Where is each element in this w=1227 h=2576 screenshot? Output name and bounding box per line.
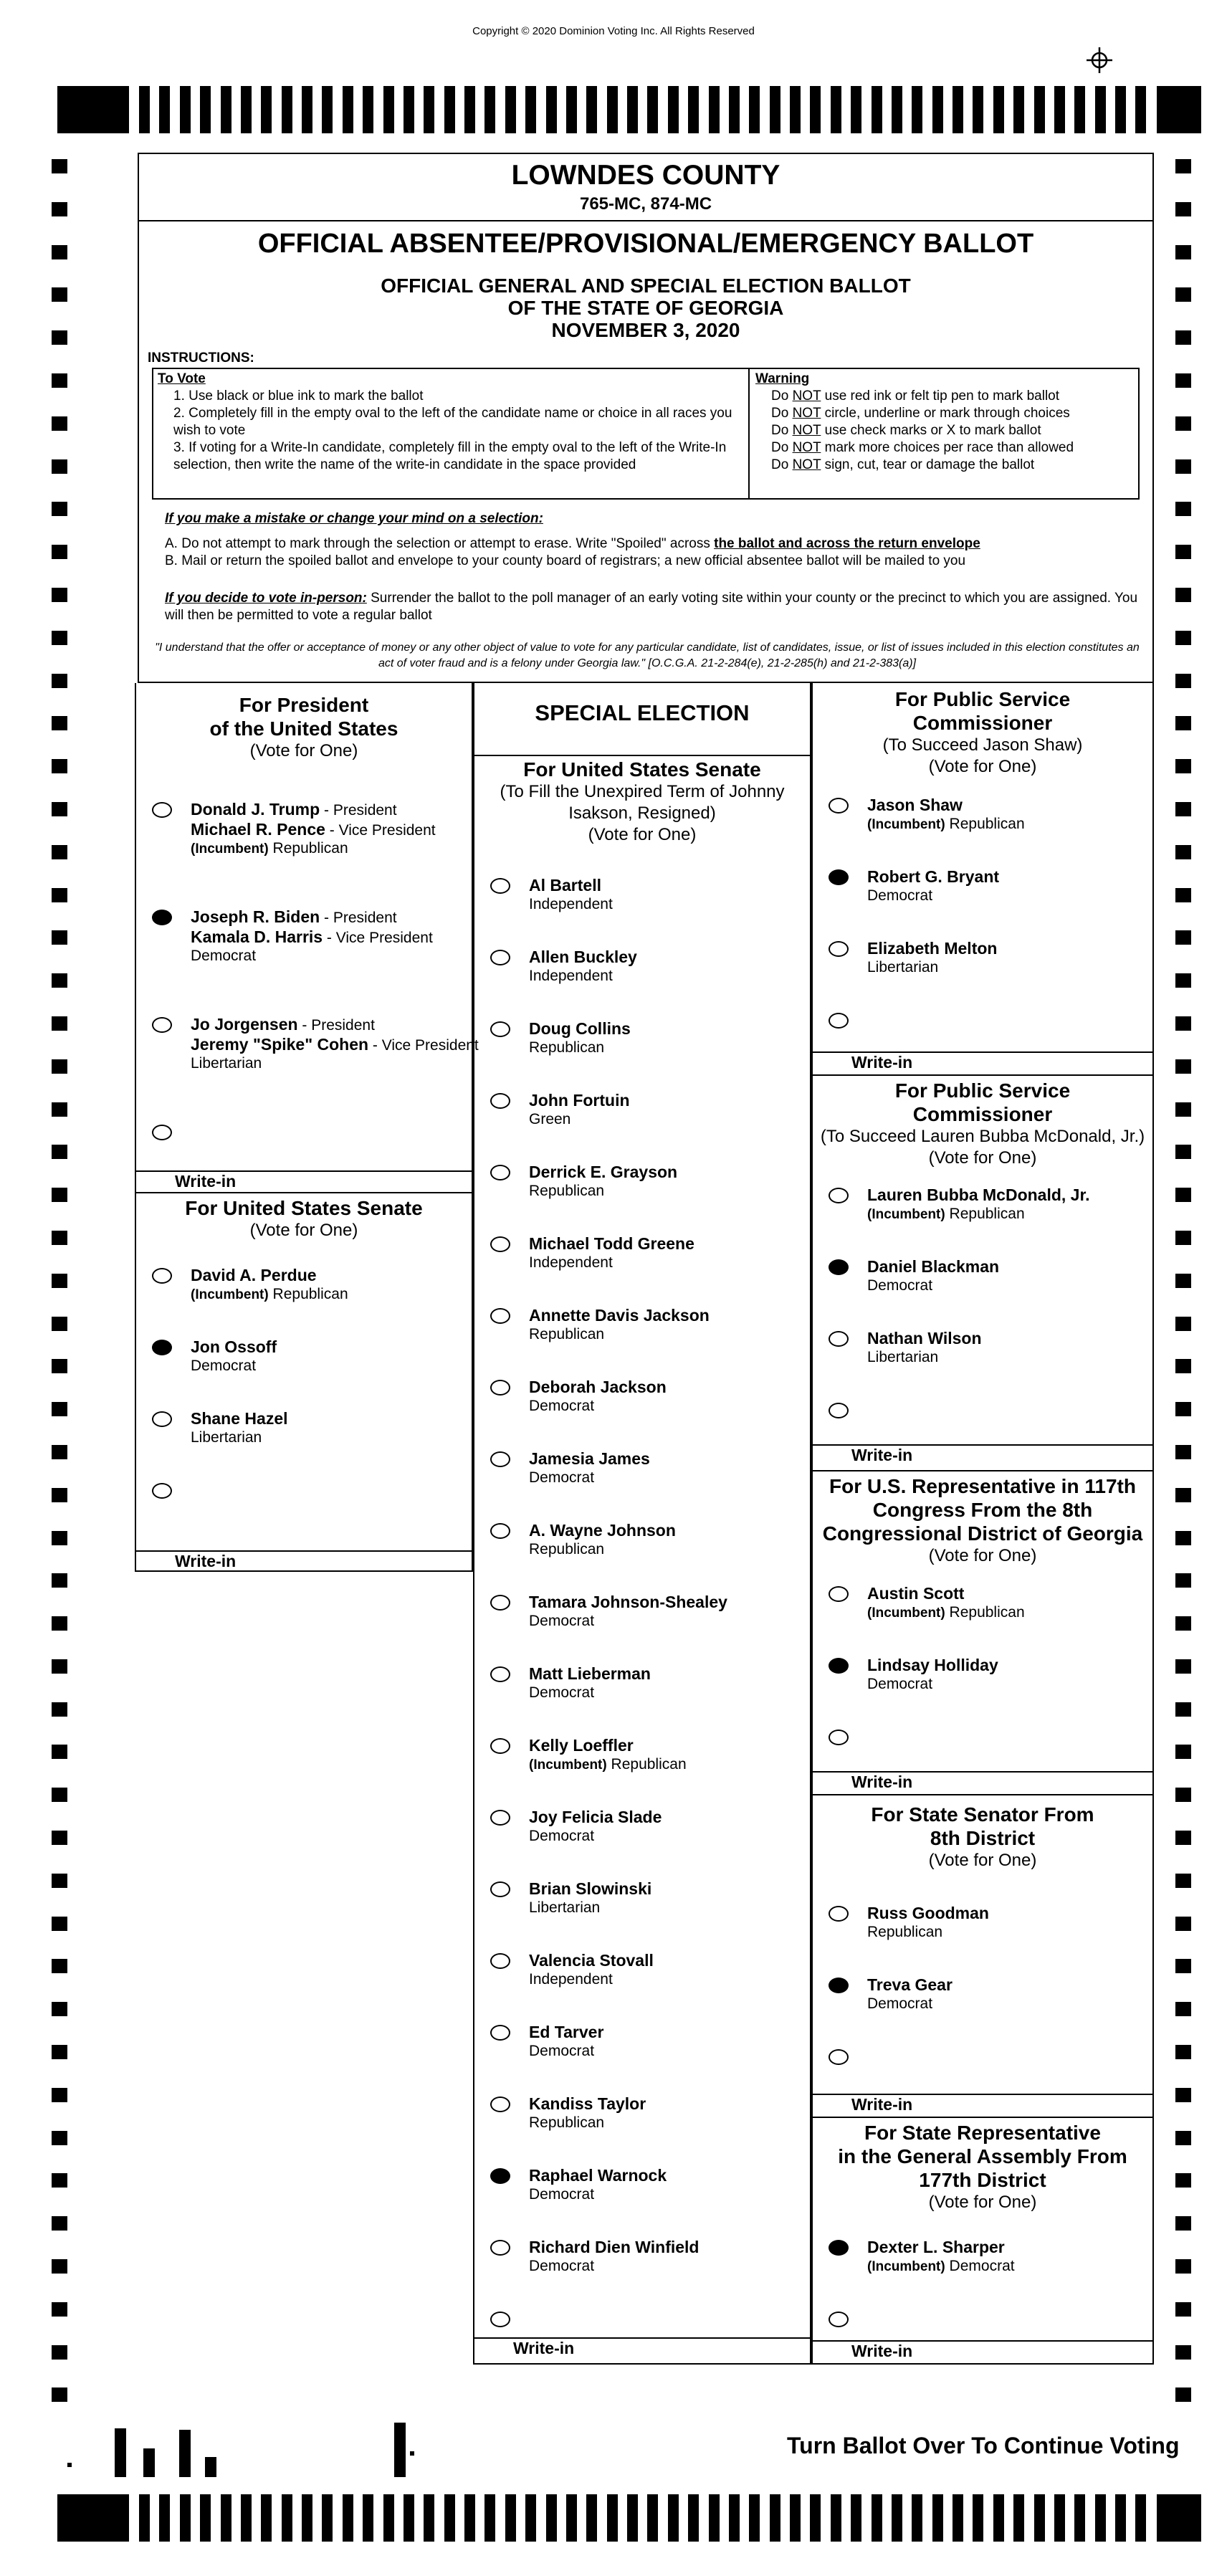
filled-oval[interactable] [829, 1259, 849, 1275]
candidate-party: Democrat [867, 1995, 933, 2012]
copyright-notice: Copyright © 2020 Dominion Voting Inc. All Rights Reserved [472, 25, 755, 37]
empty-oval[interactable] [829, 1403, 849, 1418]
empty-oval[interactable] [490, 1165, 510, 1180]
empty-oval[interactable] [490, 1881, 510, 1897]
race-us-representative [813, 1470, 1152, 1794]
filled-oval[interactable] [490, 2168, 510, 2184]
column-2-special-election [473, 683, 811, 2365]
candidate-party: Independent [529, 1254, 613, 1271]
top-timing-marks [57, 86, 1201, 133]
race-title: 8th District [930, 1827, 1036, 1849]
ballot-type-title: OFFICIAL ABSENTEE/PROVISIONAL/EMERGENCY BALLOT [257, 229, 1034, 259]
registration-crosshair-icon [1085, 46, 1114, 75]
candidate-name: Ed Tarver [529, 2023, 604, 2041]
county-name: LOWNDES COUNTY [511, 160, 780, 191]
candidate-party: Republican [529, 1541, 605, 1557]
race-title: For Public Service [894, 1079, 1071, 1102]
race-title: For President [239, 694, 369, 716]
candidate-name: Donald J. Trump - President [191, 800, 397, 819]
race-title: 177th District [919, 2169, 1046, 2191]
candidate-name: Brian Slowinski [529, 1879, 652, 1898]
warning-instructions: Warning Do NOT use red ink or felt tip pen to mark ballot Do NOT circle, underline or mark through choices Do NOT use check marks or X to mark ballot Do NOT mark more choices per race than allowed Do NOT sign, cut, tear or damage the ballot [755, 371, 1135, 474]
candidate-party: Republican [529, 1039, 605, 1056]
candidate-name: Joy Felicia Slade [529, 1808, 662, 1826]
race-title: Congressional District of Georgia [822, 1522, 1143, 1545]
voter-fraud-notice: "I understand that the offer or acceptance of money or any other object of value to vote for any particular candidate, list of candidates, issue, or list of issues included in this election constitutes an act of voter fraud and is a felony under Georgia law." [O.C.G.A. 21-2-284(e), 21-2-285(h) and 21-2-383(a)] [155, 641, 1140, 669]
write-in-label: Write-in [175, 1172, 237, 1191]
write-in-line[interactable] [813, 1771, 1152, 1791]
empty-oval[interactable] [829, 2312, 849, 2327]
vote-for: (Vote for One) [928, 2193, 1037, 2212]
candidate-name: Deborah Jackson [529, 1378, 667, 1396]
candidate-party: Libertarian [867, 1349, 939, 1365]
write-in-label: Write-in [851, 1773, 913, 1791]
empty-oval[interactable] [152, 1125, 172, 1140]
filled-oval[interactable] [829, 1978, 849, 1993]
candidate-name: Elizabeth Melton [867, 939, 998, 958]
write-in-label: Write-in [851, 2095, 913, 2114]
candidate-party: Democrat [867, 887, 933, 904]
election-title: OFFICIAL GENERAL AND SPECIAL ELECTION BALLOT OF THE STATE OF GEORGIA NOVEMBER 3, 2020 [381, 275, 911, 341]
candidate-name: A. Wayne Johnson [529, 1521, 676, 1540]
candidate-name: Raphael Warnock [529, 2166, 667, 2185]
empty-oval[interactable] [829, 1013, 849, 1029]
candidate-party: Democrat [529, 1469, 595, 1486]
candidate-party: Libertarian [191, 1055, 262, 1072]
candidate-name: Russ Goodman [867, 1904, 989, 1922]
candidate-name: Lauren Bubba McDonald, Jr. [867, 1186, 1090, 1204]
candidate-party: Republican [529, 2114, 605, 2131]
candidate-name: Jason Shaw [867, 796, 963, 814]
candidate-party: Democrat [529, 1613, 595, 1629]
candidate-party: Democrat [867, 1277, 933, 1294]
candidate-party: Green [529, 1111, 571, 1127]
vote-for: (Vote for One) [249, 1221, 358, 1240]
empty-oval[interactable] [152, 1411, 172, 1427]
candidate-name: Doug Collins [529, 1019, 631, 1038]
right-timing-marks [1175, 159, 1191, 2403]
bottom-timing-marks [57, 2494, 1201, 2542]
empty-oval[interactable] [152, 1268, 172, 1284]
write-in-line[interactable] [813, 2340, 1152, 2360]
candidate-party: (Incumbent) Republican [529, 1756, 687, 1773]
candidate-name: Shane Hazel [191, 1409, 288, 1428]
candidate-party: (Incumbent) Republican [191, 840, 348, 857]
empty-oval[interactable] [829, 798, 849, 814]
candidate-party: Independent [529, 968, 613, 984]
instructions-box [152, 368, 1140, 500]
candidate-name: John Fortuin [529, 1091, 630, 1110]
write-in-line[interactable] [813, 1051, 1152, 1072]
empty-oval[interactable] [490, 1380, 510, 1396]
vote-for: (Vote for One) [588, 825, 697, 844]
candidate-name: Matt Lieberman [529, 1664, 651, 1683]
candidate-party: Democrat [529, 2258, 595, 2274]
empty-oval[interactable] [829, 1586, 849, 1602]
running-mate-name: Jeremy "Spike" Cohen - Vice President [191, 1035, 479, 1054]
warning-item: Do NOT use check marks or X to mark ballot [771, 423, 1041, 438]
mistake-heading: If you make a mistake or change your mind on a selection: [165, 511, 543, 526]
write-in-label: Write-in [851, 1053, 913, 1072]
candidate-name: David A. Perdue [191, 1266, 317, 1284]
write-in-line[interactable] [136, 1170, 472, 1191]
candidate-party: Libertarian [867, 959, 939, 975]
race-state-representative [813, 2117, 1152, 2365]
candidate-party: Democrat [529, 1398, 595, 1414]
candidate-name: Derrick E. Grayson [529, 1163, 678, 1181]
empty-oval[interactable] [490, 2312, 510, 2327]
race-title: Congress From the 8th [872, 1499, 1093, 1521]
race-title: of the United States [209, 717, 398, 740]
write-in-label: Write-in [175, 1552, 237, 1570]
candidate-party: Republican [529, 1326, 605, 1342]
race-title: Commissioner [912, 1103, 1053, 1125]
candidate-name: Jamesia James [529, 1449, 650, 1468]
candidate-name: Annette Davis Jackson [529, 1306, 710, 1325]
candidate-name: Michael Todd Greene [529, 1234, 694, 1253]
race-title: For Public Service [894, 688, 1071, 710]
candidate-party: Libertarian [529, 1899, 601, 1916]
race-title: For State Senator From [871, 1803, 1094, 1826]
candidate-name: Valencia Stovall [529, 1951, 654, 1970]
empty-oval[interactable] [490, 1595, 510, 1611]
race-title: For United States Senate [523, 758, 761, 781]
write-in-line[interactable] [813, 2094, 1152, 2114]
candidate-name: Daniel Blackman [867, 1257, 1000, 1276]
empty-oval[interactable] [829, 1906, 849, 1922]
candidate-name: Kelly Loeffler [529, 1736, 634, 1755]
filled-oval[interactable] [152, 910, 172, 925]
write-in-line[interactable] [136, 1550, 472, 1570]
bottom-id-marks [66, 2423, 439, 2480]
empty-oval[interactable] [152, 1017, 172, 1033]
empty-oval[interactable] [829, 941, 849, 957]
candidate-party: (Incumbent) Republican [867, 1604, 1025, 1621]
race-psc-mcdonald: For Public Service Commissioner (To Succeed Lauren Bubba McDonald, Jr.) (Vote for One) Lauren Bubba McDonald, Jr. (Incumbent) Republican Daniel Blackman Democrat Nathan Wilson Libertarian Write-in [813, 1074, 1152, 1470]
candidate-party: Libertarian [191, 1429, 262, 1446]
candidate-party: (Incumbent) Republican [867, 1206, 1025, 1222]
column-3 [811, 683, 1154, 2365]
warning-item: Do NOT sign, cut, tear or damage the ballot [771, 457, 1035, 472]
race-title: For U.S. Representative in 117th [829, 1475, 1136, 1497]
write-in-line[interactable] [474, 2337, 810, 2357]
empty-oval[interactable] [490, 1451, 510, 1467]
candidate-name: Robert G. Bryant [867, 867, 1000, 886]
empty-oval[interactable] [152, 802, 172, 818]
candidate-name: Dexter L. Sharper [867, 2238, 1005, 2256]
empty-oval[interactable] [490, 2025, 510, 2041]
candidate-name: Treva Gear [867, 1975, 953, 1994]
running-mate-name: Kamala D. Harris - Vice President [191, 927, 433, 946]
candidate-name: Austin Scott [867, 1584, 965, 1603]
column-1 [135, 683, 479, 1572]
vote-for: (Vote for One) [928, 1851, 1037, 1870]
candidate-name: Kandiss Taylor [529, 2094, 646, 2113]
empty-oval[interactable] [490, 1738, 510, 1754]
candidate-name: Jo Jorgensen - President [191, 1015, 375, 1034]
empty-oval[interactable] [490, 1953, 510, 1969]
filled-oval[interactable] [829, 1658, 849, 1674]
empty-oval[interactable] [490, 1810, 510, 1826]
candidate-party: Democrat [867, 1676, 933, 1692]
candidate-name: Joseph R. Biden - President [191, 907, 397, 926]
empty-oval[interactable] [829, 1331, 849, 1347]
empty-oval[interactable] [490, 1666, 510, 1682]
in-person-instructions: If you decide to vote in-person: Surrender the ballot to the poll manager of an early voting site within your county or the precinct to which you are assigned. You will then be permitted to vote a regular ballot [165, 591, 1138, 623]
write-in-label: Write-in [851, 1446, 913, 1464]
running-mate-name: Michael R. Pence - Vice President [191, 820, 436, 839]
candidate-name: Richard Dien Winfield [529, 2238, 700, 2256]
candidate-party: (Incumbent) Republican [867, 816, 1025, 832]
candidate-party: Republican [529, 1183, 605, 1199]
mistake-instructions: A. Do not attempt to mark through the selection or attempt to erase. Write "Spoiled" across the ballot and across the return envelope B. Mail or return the spoiled ballot and envelope to your county board of registrars; a new official absentee ballot will be mailed to you [165, 536, 980, 568]
candidate-name: Lindsay Holliday [867, 1656, 998, 1674]
to-vote-instructions: To Vote 1. Use black or blue ink to mark the ballot 2. Completely fill in the empty oval to the left of the candidate name or choice in all races you wish to vote 3. If voting for a Write-In candidate, completely fill in the empty oval to the left of the Write-In selection, then write the name of the write-in candidate in the space provided [158, 371, 732, 472]
instructions-title: INSTRUCTIONS: [148, 350, 254, 366]
race-title: For United States Senate [185, 1197, 423, 1219]
empty-oval[interactable] [490, 2240, 510, 2256]
candidate-party: Independent [529, 1971, 613, 1988]
empty-oval[interactable] [152, 1483, 172, 1499]
vote-for: (Vote for One) [928, 1148, 1037, 1168]
empty-oval[interactable] [829, 1188, 849, 1203]
write-in-label: Write-in [513, 2339, 575, 2357]
candidate-party: (Incumbent) Republican [191, 1286, 348, 1302]
candidate-name: Al Bartell [529, 876, 601, 895]
candidate-name: Allen Buckley [529, 948, 637, 966]
empty-oval[interactable] [490, 1021, 510, 1037]
race-title: For State Representative [864, 2122, 1101, 2144]
ballot-header [138, 153, 1154, 683]
warning-item: Do NOT use red ink or felt tip pen to mark ballot [771, 388, 1060, 404]
race-title: in the General Assembly From [838, 2145, 1127, 2167]
filled-oval[interactable] [829, 2240, 849, 2256]
candidate-party: Democrat [529, 1684, 595, 1701]
candidate-party: Independent [529, 896, 613, 912]
vote-for: (Vote for One) [928, 757, 1037, 776]
candidate-name: Tamara Johnson-Shealey [529, 1593, 727, 1611]
race-psc-shaw: For Public Service Commissioner (To Succeed Jason Shaw) (Vote for One) Jason Shaw (Incumbent) Republican Robert G. Bryant Democrat Elizabeth Melton Libertarian Write-in [813, 683, 1152, 1074]
empty-oval[interactable] [490, 1093, 510, 1109]
candidate-party: Democrat [529, 1828, 595, 1844]
empty-oval[interactable] [490, 1523, 510, 1539]
filled-oval[interactable] [152, 1340, 172, 1355]
candidate-party: Democrat [529, 2186, 595, 2203]
empty-oval[interactable] [490, 1236, 510, 1252]
race-us-senate [136, 1192, 472, 1572]
candidate-party: Democrat [191, 1358, 257, 1374]
race-special-senate: For United States Senate (To Fill the Unexpired Term of Johnny Isakson, Resigned) (Vote for One) Al Bartell Independent Allen Buckley Independent Doug Collins Republican John Fortuin Green Derrick E. Grayson Republican Michael Todd Greene Independent Annette Davis Jackson Republican Deborah Jackson Democrat Jamesia James Democrat A. Wayne Johnson Republican Tamara Johnson-Shealey Democrat Matt Lieberman Democrat Kelly Loeffler (Incumbent) Republican Joy Felicia Slade Democrat Brian Slowinski Libertarian Valencia Stovall Independent Ed Tarver Democrat Kandiss Taylor Republican Raphael Warnock Democrat Richard Dien Winfield Democrat Write-in [474, 755, 810, 2365]
write-in-label: Write-in [851, 2342, 913, 2360]
candidate-party: Democrat [529, 2043, 595, 2059]
race-president [136, 683, 479, 1192]
empty-oval[interactable] [490, 878, 510, 894]
empty-oval[interactable] [490, 950, 510, 965]
candidate-party: Democrat [191, 948, 257, 964]
turn-over-notice: Turn Ballot Over To Continue Voting [787, 2433, 1180, 2458]
warning-item: Do NOT mark more choices per race than allowed [771, 440, 1074, 455]
precinct-codes: 765-MC, 874-MC [579, 194, 712, 214]
empty-oval[interactable] [490, 2096, 510, 2112]
special-election-title: SPECIAL ELECTION [535, 700, 750, 725]
empty-oval[interactable] [829, 2049, 849, 2065]
filled-oval[interactable] [829, 869, 849, 885]
write-in-line[interactable] [813, 1444, 1152, 1464]
vote-for: (Vote for One) [928, 1546, 1037, 1565]
left-timing-marks [52, 159, 67, 2403]
vote-for: (Vote for One) [249, 741, 358, 760]
candidate-name: Nathan Wilson [867, 1329, 982, 1347]
race-title: Commissioner [912, 712, 1053, 734]
empty-oval[interactable] [490, 1308, 510, 1324]
candidate-name: Jon Ossoff [191, 1337, 277, 1356]
candidate-party: Republican [867, 1924, 943, 1940]
empty-oval[interactable] [829, 1730, 849, 1745]
candidate-party: (Incumbent) Democrat [867, 2258, 1015, 2274]
race-state-senator [813, 1794, 1152, 2117]
warning-item: Do NOT circle, underline or mark through choices [771, 406, 1070, 421]
